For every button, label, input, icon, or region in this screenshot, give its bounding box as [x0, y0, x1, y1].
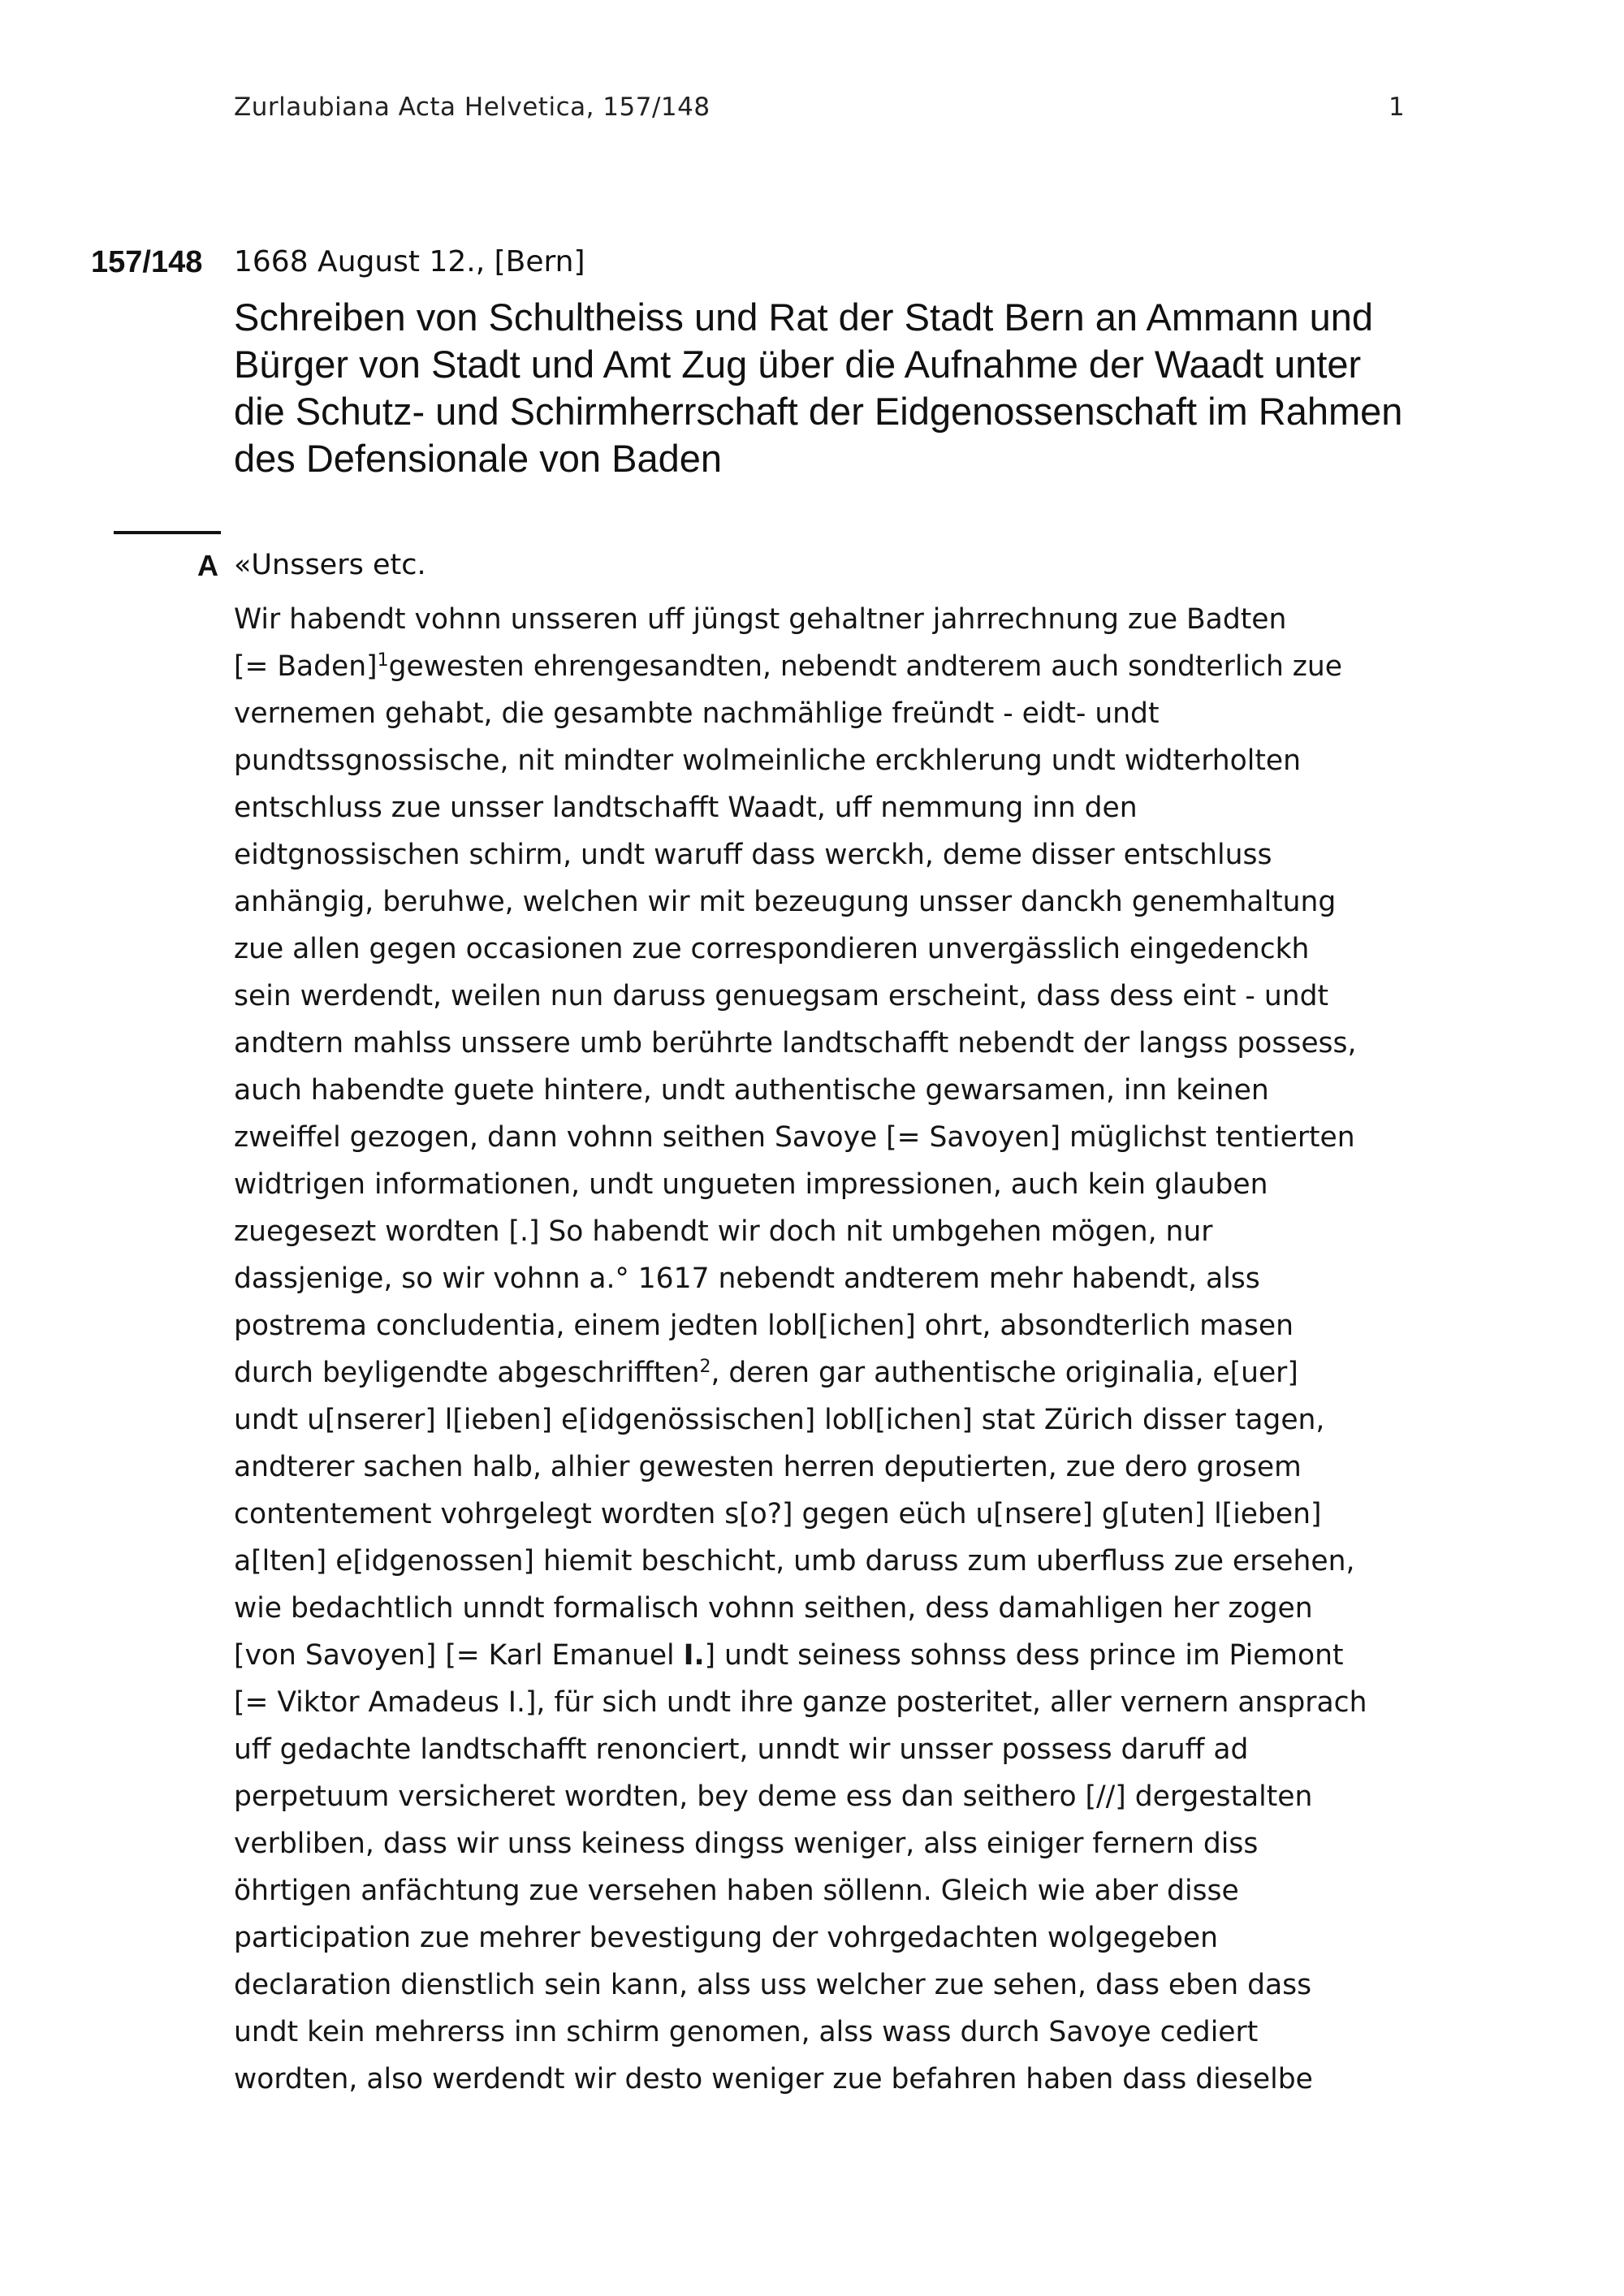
body-line: perpetuum versicheret wordten, bey deme ess dan seithero [//] dergestalten [234, 1780, 1313, 1813]
body-line [234, 1349, 1419, 1396]
salutation: «Unssers etc. [234, 549, 426, 581]
body-line: andtern mahlss unssere umb berührte landtschafft nebendt der langss possess, [234, 1027, 1357, 1060]
footnote-ref[interactable]: 1 [377, 650, 389, 671]
body-line: participation zue mehrer bevestigung der vohrgedachten wolgegeben [234, 1922, 1218, 1954]
body-line-rest: gewesten ehrengesandten, nebendt andterem auch sondterlich zue [388, 650, 1343, 683]
body-line-part: durch beyligendte abgeschrifften [234, 1357, 700, 1389]
body-line: öhrtigen anfächtung zue versehen haben söllenn. Gleich wie aber disse [234, 1875, 1239, 1907]
body-line: contentement vohrgelegt wordten s[o?] gegen eüch u[nsere] g[uten] l[ieben] [234, 1498, 1322, 1530]
body-line: [= Viktor Amadeus I.], für sich undt ihre ganze posteritet, aller vernern ansprach [234, 1686, 1367, 1719]
body-line-prefix: [= Baden] [234, 650, 378, 683]
body-line: eidtgnossischen schirm, undt waruff dass werckh, deme disser entschluss [234, 839, 1272, 871]
body-line: uff gedachte landtschafft renonciert, unndt wir unsser possess daruff ad [234, 1733, 1249, 1766]
body-line-part: ] undt seiness sohnss dess prince im Piemont [704, 1639, 1344, 1672]
body-line-part: , deren gar authentische originalia, e[uer] [710, 1357, 1298, 1389]
body-line: pundtssgnossische, nit mindter wolmeinliche erckhlerung undt widterholten [234, 744, 1301, 777]
body-line: a[lten] e[idgenossen] hiemit beschicht, umb daruss zum uberfluss zue ersehen, [234, 1545, 1355, 1577]
body-line: zuegesezt wordten [.] So habendt wir doch nit umbgehen mögen, nur [234, 1215, 1213, 1248]
body-line: postrema concludentia, einem jedten lobl[ichen] ohrt, absondterlich masen [234, 1310, 1294, 1342]
body-line [234, 643, 1419, 690]
body-line: verbliben, dass wir unss keiness dingss weniger, alss einiger fernern diss [234, 1828, 1259, 1860]
separator-rule [114, 531, 221, 534]
document-title: Schreiben von Schultheiss und Rat der Stadt Bern an Ammann und Bürger von Stadt und Amt Zug über die Aufnahme der Waadt unter die Schutz- und Schirmherrschaft der Eidgenossenschaft im Rahmen des Defensionale von Baden [234, 296, 1403, 480]
body-line: wordten, also werdendt wir desto weniger zue befahren haben dass dieselbe [234, 2063, 1313, 2095]
body-line: widtrigen informationen, undt ungueten impressionen, auch kein glauben [234, 1168, 1268, 1201]
body-line: sein werdendt, weilen nun daruss genuegsam erscheint, dass dess eint - undt [234, 980, 1328, 1012]
body-line: zue allen gegen occasionen zue correspondieren unvergässlich eingedenckh [234, 933, 1310, 965]
body-line [234, 1632, 1419, 1679]
body-line: andterer sachen halb, alhier gewesten herren deputierten, zue dero grosem [234, 1451, 1302, 1483]
page-number: 1 [1389, 93, 1405, 122]
witness-siglum: A [197, 549, 218, 582]
body-line-part: [von Savoyen] [= Karl Emanuel [234, 1639, 684, 1672]
body-line: undt kein mehrerss inn schirm genomen, alss wass durch Savoye cediert [234, 2016, 1259, 2048]
letter-body [234, 596, 1419, 2103]
document-number: 157/148 [91, 245, 203, 279]
body-line: entschluss zue unsser landtschafft Waadt, uff nemmung inn den [234, 792, 1138, 824]
date-place-line: 1668 August 12., [Bern] [234, 245, 585, 278]
body-line: wie bedachtlich unndt formalisch vohnn seithen, dess damahligen her zogen [234, 1592, 1313, 1625]
body-line: dassjenige, so wir vohnn a.° 1617 nebendt andterem mehr habendt, alss [234, 1262, 1260, 1295]
body-line: auch habendte guete hintere, undt authentische gewarsamen, inn keinen [234, 1074, 1269, 1107]
body-line: anhängig, beruhwe, welchen wir mit bezeugung unsser danckh genemhaltung [234, 886, 1337, 918]
body-line: zweiffel gezogen, dann vohnn seithen Savoye [= Savoyen] müglichst tentierten [234, 1121, 1355, 1154]
regnal-number: I. [683, 1639, 705, 1672]
running-head: Zurlaubiana Acta Helvetica, 157/148 [234, 93, 710, 122]
body-line: Wir habendt vohnn unsseren uff jüngst gehaltner jahrrechnung zue Badten [234, 603, 1287, 636]
body-line: undt u[nserer] l[ieben] e[idgenössischen] lobl[ichen] stat Zürich disser tagen, [234, 1404, 1325, 1436]
body-line: vernemen gehabt, die gesambte nachmählige freündt - eidt- undt [234, 697, 1160, 730]
footnote-ref[interactable]: 2 [699, 1357, 711, 1377]
body-line: declaration dienstlich sein kann, alss uss welcher zue sehen, dass eben dass [234, 1969, 1312, 2001]
